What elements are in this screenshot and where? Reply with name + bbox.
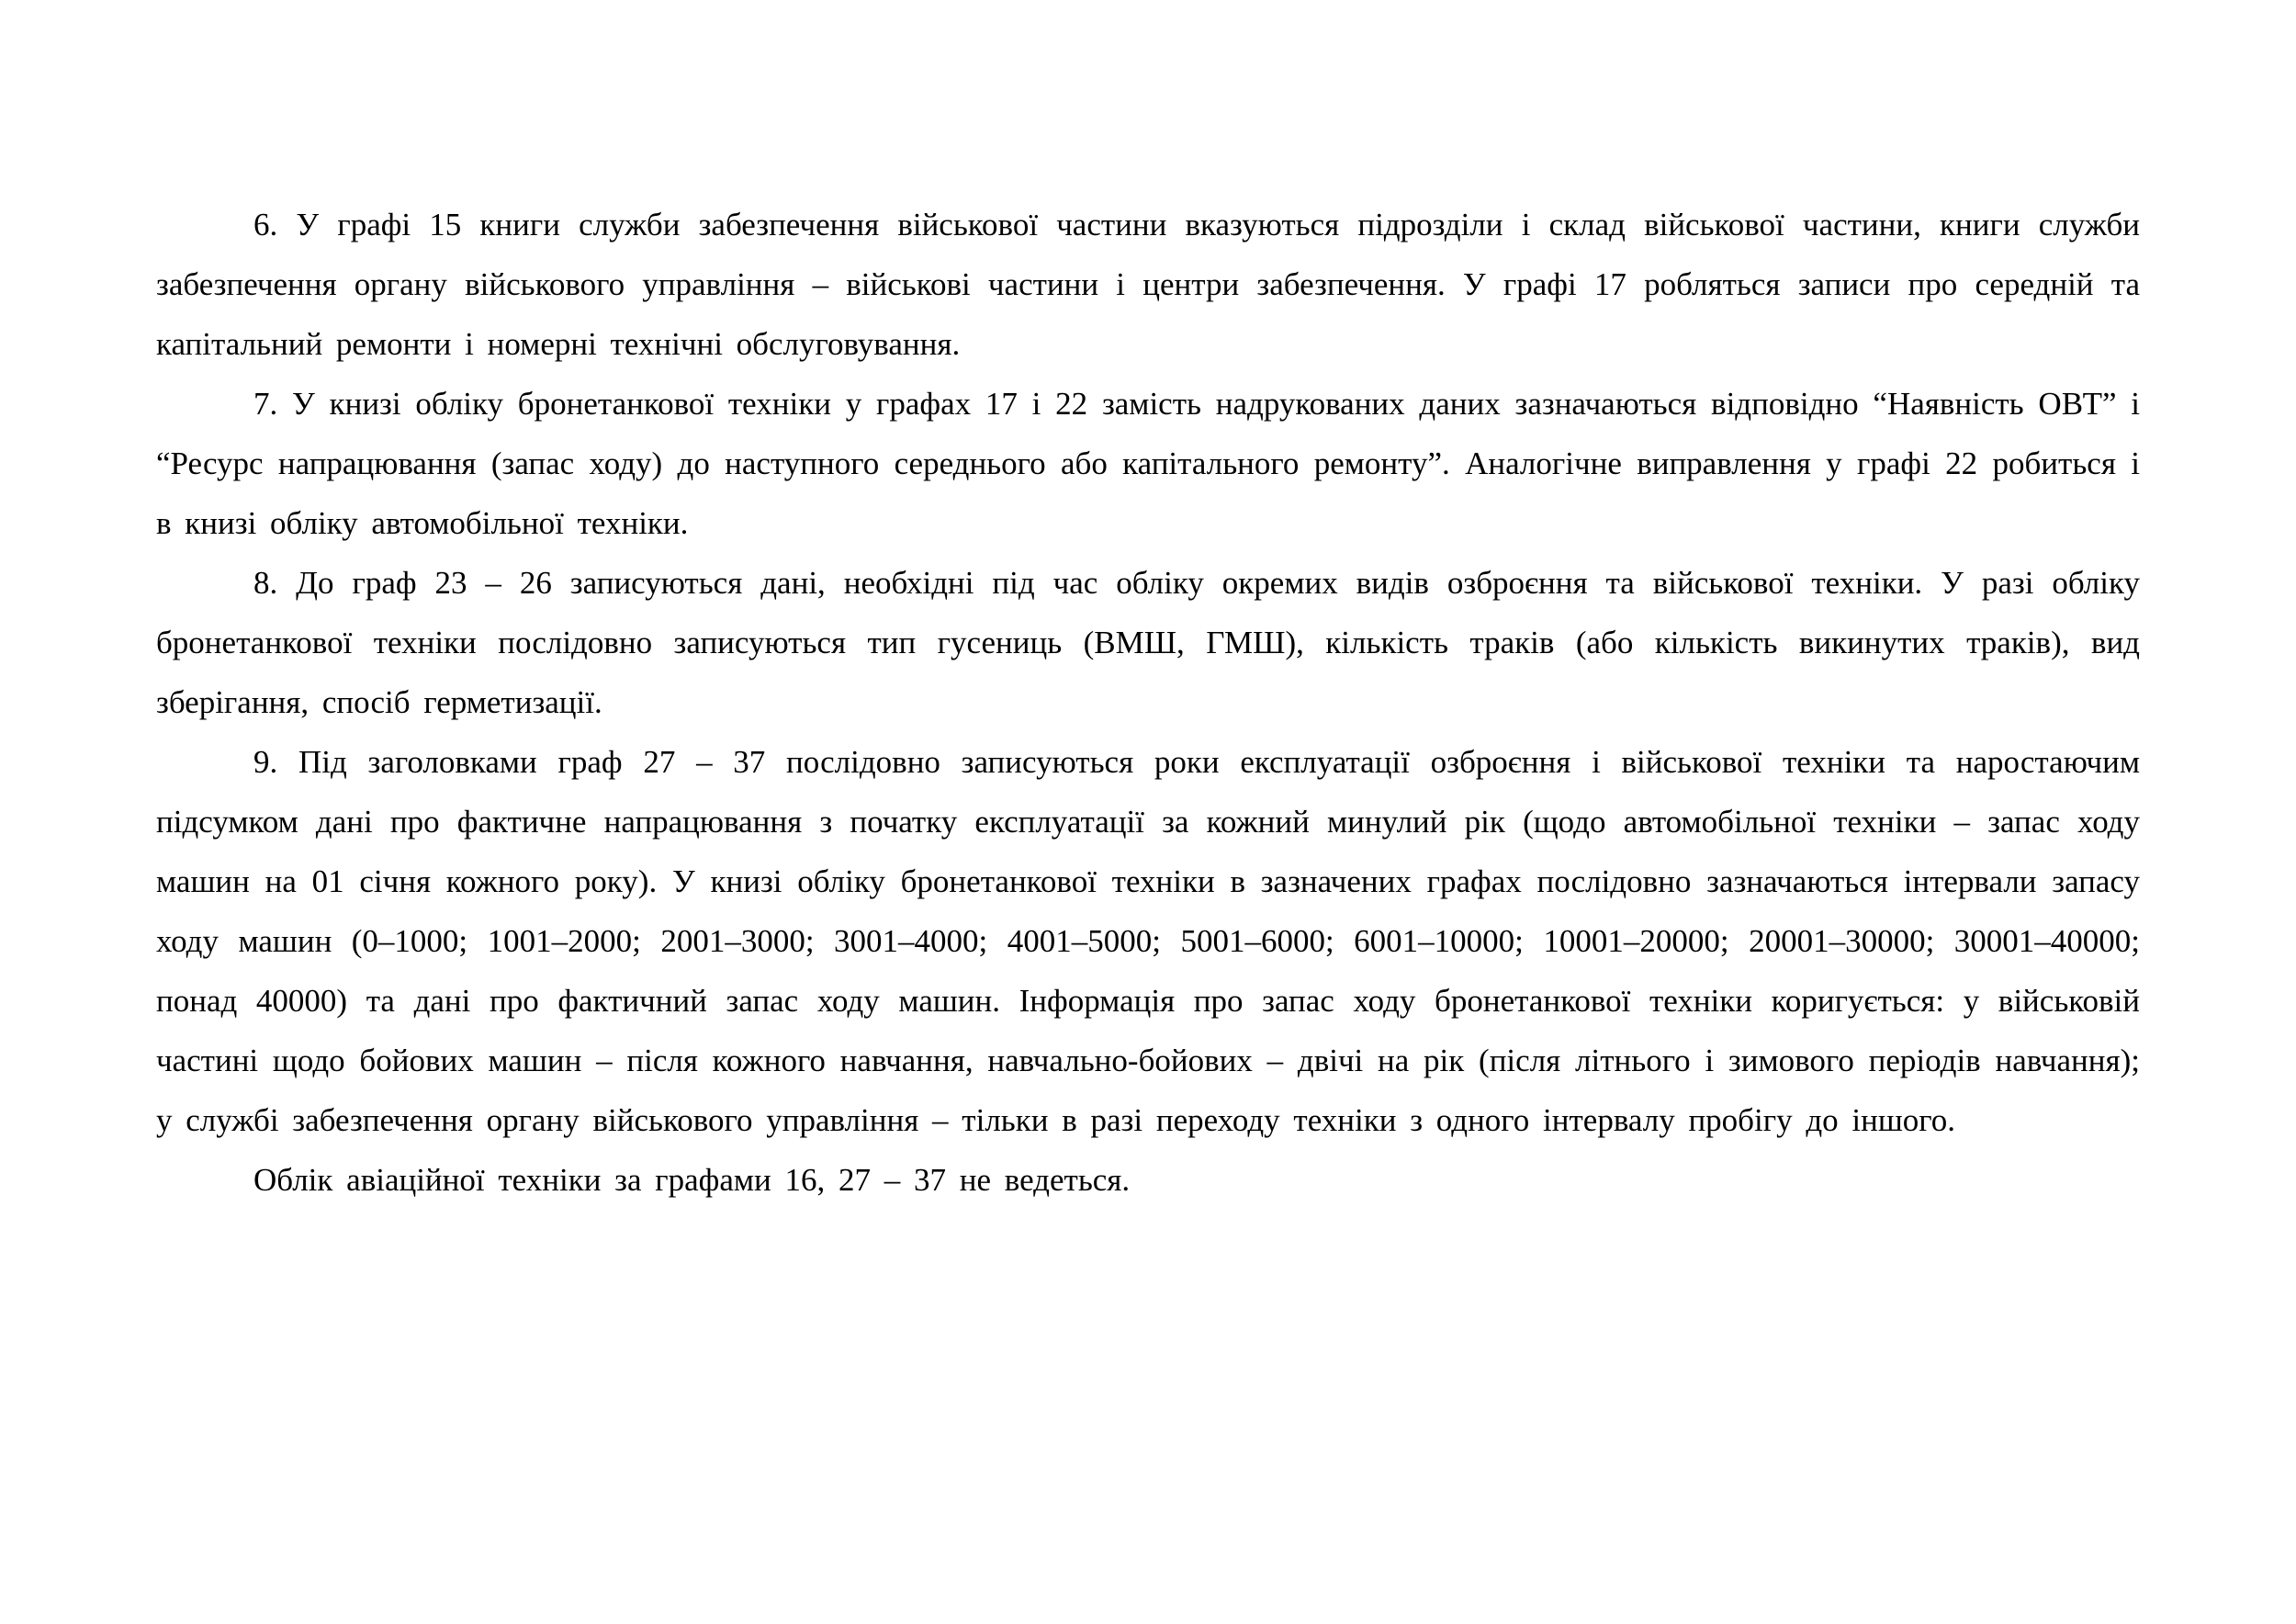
paragraph-closing-note: Облік авіаційної техніки за графами 16, 27 – 37 не ведеться. [253, 1162, 1131, 1198]
document-body [156, 195, 2140, 1210]
paragraph-item-8: 8. До граф 23 – 26 записуються дані, необхідні під час обліку окремих видів озброєння та військової техніки. У разі обліку бронетанкової техніки послідовно записуються тип гусениць (ВМШ, ГМШ), кількість траків (або кількість викинутих траків), вид зберігання, спосіб герметизації. [156, 565, 2140, 720]
paragraph-item-7: 7. У книзі обліку бронетанкової техніки у графах 17 і 22 замість надрукованих даних зазначаються відповідно “Наявність ОВТ” і “Ресурс напрацювання (запас ходу) до наступного середнього або капітального ремонту”. Аналогічне виправлення у графі 22 робиться і в книзі обліку автомобільної техніки. [156, 386, 2140, 541]
paragraph-item-6: 6. У графі 15 книги служби забезпечення військової частини вказуються підрозділи і склад військової частини, книги служби забезпечення органу військового управління – військові частини і центри забезпечення. У графі 17 робляться записи про середній та капітальний ремонти і номерні технічні обслуговування. [156, 207, 2140, 362]
paragraph-item-9: 9. Під заголовками граф 27 – 37 послідовно записуються роки експлуатації озброєння і військової техніки та наростаючим підсумком дані про фактичне напрацювання з початку експлуатації за кожний минулий рік (щодо автомобільної техніки – запас ходу машин на 01 січня кожного року). У книзі обліку бронетанкової техніки в зазначених графах послідовно зазначаються інтервали запасу ходу машин (0–1000; 1001–2000; 2001–3000; 3001–4000; 4001–5000; 5001–6000; 6001–10000; 10001–20000; 20001–30000; 30001–40000; понад 40000) та дані про фактичний запас ходу машин. Інформація про запас ходу бронетанкової техніки коригується: у військовій частині щодо бойових машин – після кожного навчання, навчально-бойових – двічі на рік (після літнього і зимового періодів навчання); у службі забезпечення органу військового управління – тільки в разі переходу техніки з одного інтервалу пробігу до іншого. [156, 744, 2140, 1138]
